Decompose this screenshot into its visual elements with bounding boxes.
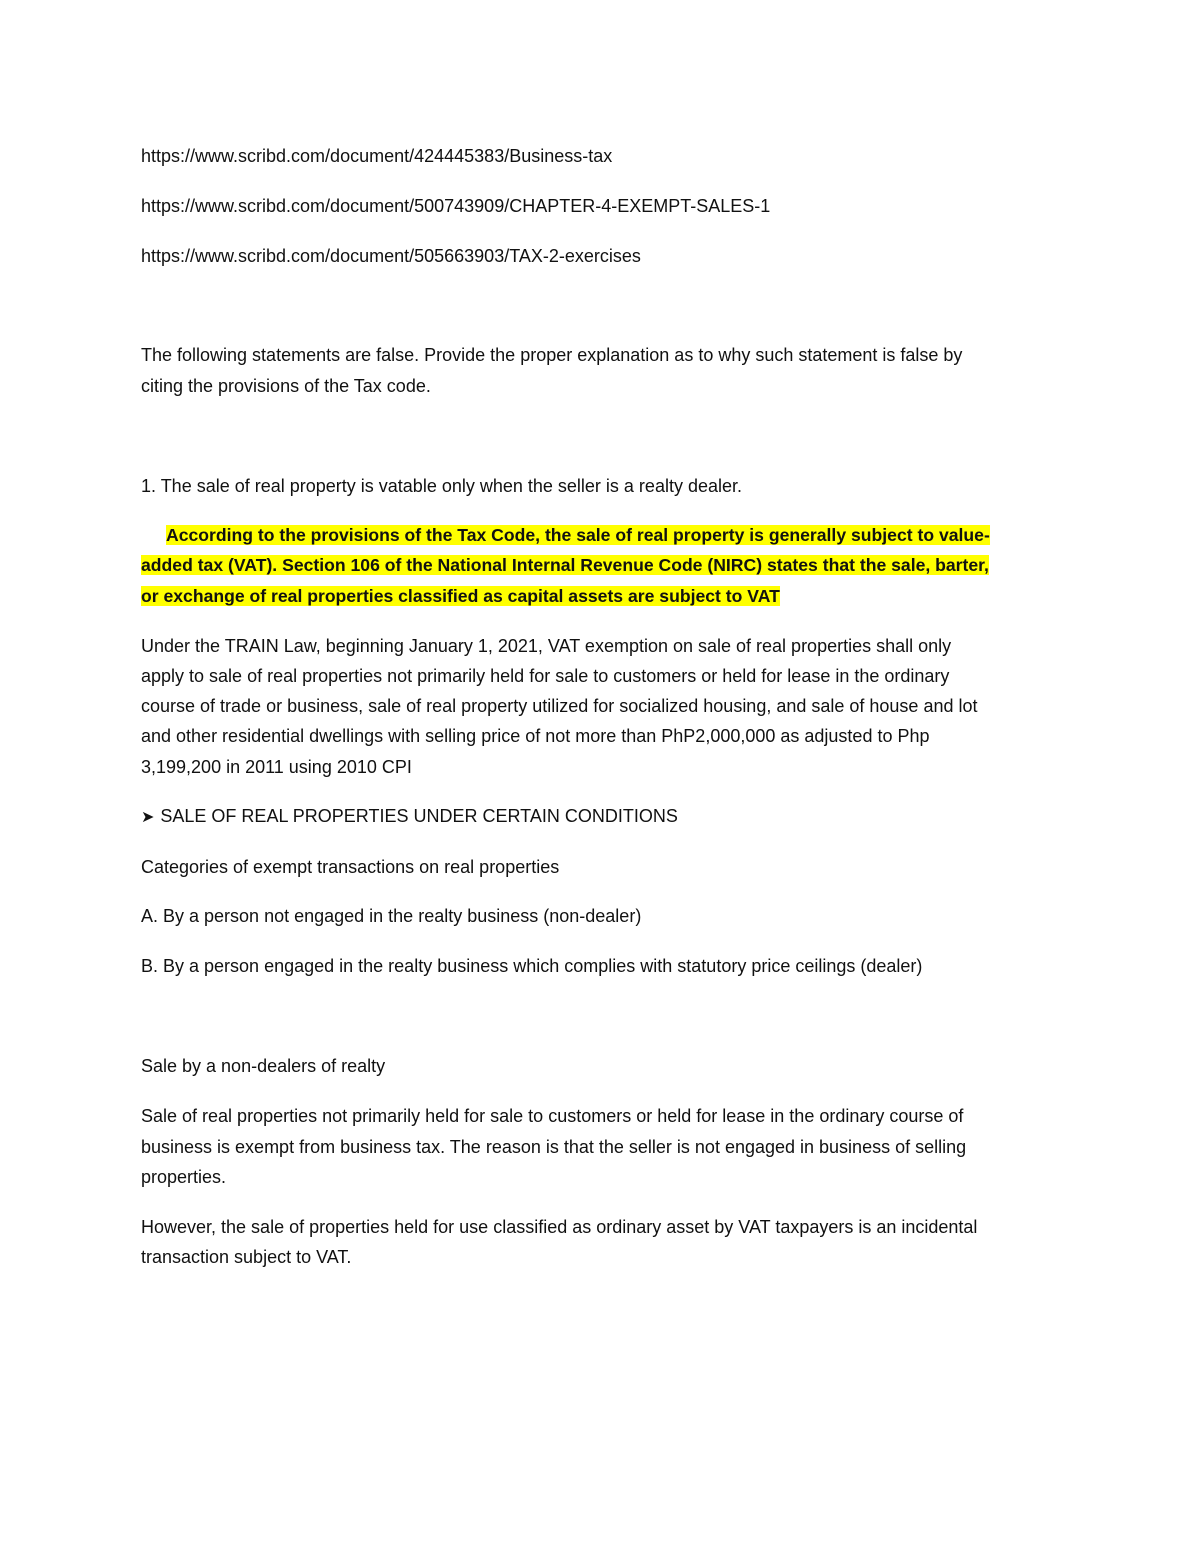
- non-dealer-line: Sale of real properties not primarily held for sale to customers or held for lease in the ordinary course of: [141, 1106, 964, 1126]
- arrow-bullet-icon: ➤: [141, 809, 155, 826]
- train-law-line: 3,199,200 in 2011 using 2010 CPI: [141, 757, 412, 777]
- highlighted-text: added tax (VAT). Section 106 of the National Internal Revenue Code (NIRC) states that the sale, barter,: [141, 555, 989, 575]
- section-heading: [141, 801, 678, 833]
- non-dealer-line: business is exempt from business tax. The reason is that the seller is not engaged in business of selling: [141, 1137, 967, 1157]
- reference-link-1[interactable]: https://www.scribd.com/document/424445383/Business-tax: [141, 146, 613, 166]
- instructions-line: citing the provisions of the Tax code.: [141, 376, 431, 396]
- instructions-line: The following statements are false. Provide the proper explanation as to why such statement is false by: [141, 345, 963, 365]
- section-heading-text: SALE OF REAL PROPERTIES UNDER CERTAIN CONDITIONS: [160, 806, 678, 826]
- question-1: 1. The sale of real property is vatable only when the seller is a realty dealer.: [141, 476, 742, 496]
- answer-highlight-line: [141, 550, 989, 580]
- train-law-line: apply to sale of real properties not primarily held for sale to customers or held for lease in the ordinary: [141, 666, 950, 686]
- however-line: However, the sale of properties held for use classified as ordinary asset by VAT taxpayers is an incidental: [141, 1217, 978, 1237]
- category-b: B. By a person engaged in the realty business which complies with statutory price ceilings (dealer): [141, 956, 923, 976]
- answer-highlight-line: [141, 581, 780, 611]
- non-dealer-line: properties.: [141, 1167, 227, 1187]
- categories-title: Categories of exempt transactions on real properties: [141, 857, 560, 877]
- reference-link-3[interactable]: https://www.scribd.com/document/505663903/TAX-2-exercises: [141, 246, 641, 266]
- however-line: transaction subject to VAT.: [141, 1247, 352, 1267]
- highlighted-text: or exchange of real properties classified as capital assets are subject to VAT: [141, 586, 780, 606]
- train-law-line: and other residential dwellings with selling price of not more than PhP2,000,000 as adjusted to Php: [141, 726, 930, 746]
- train-law-line: course of trade or business, sale of real property utilized for socialized housing, and sale of house and lot: [141, 696, 978, 716]
- reference-link-2[interactable]: https://www.scribd.com/document/500743909/CHAPTER-4-EXEMPT-SALES-1: [141, 196, 771, 216]
- answer-highlight-line: [166, 520, 990, 550]
- highlighted-text: According to the provisions of the Tax Code, the sale of real property is generally subject to value-: [166, 525, 990, 545]
- train-law-line: Under the TRAIN Law, beginning January 1, 2021, VAT exemption on sale of real properties shall only: [141, 636, 952, 656]
- non-dealer-title: Sale by a non-dealers of realty: [141, 1056, 386, 1076]
- category-a: A. By a person not engaged in the realty business (non-dealer): [141, 906, 642, 926]
